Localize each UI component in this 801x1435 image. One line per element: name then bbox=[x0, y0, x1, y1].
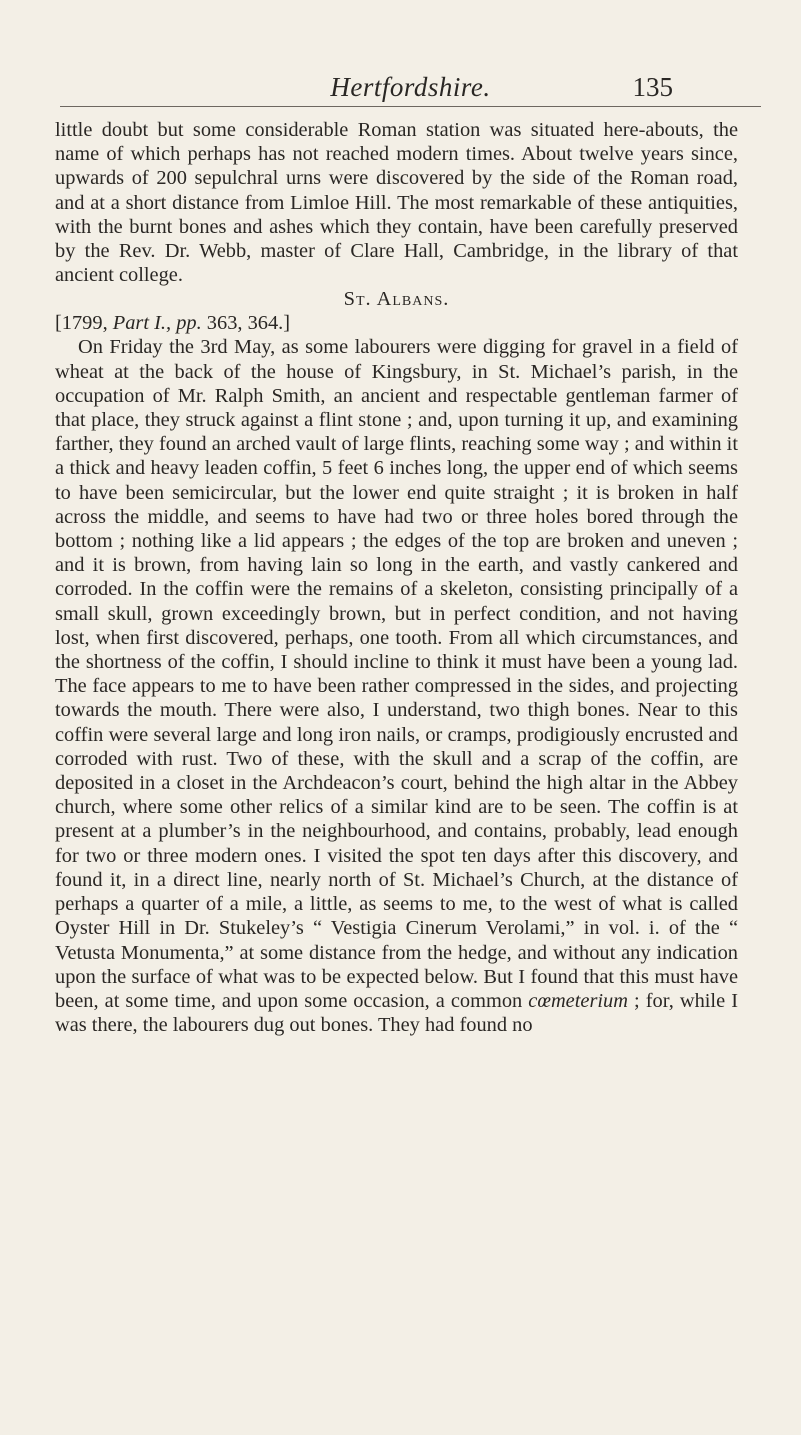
running-title: Hertfordshire. bbox=[330, 72, 491, 102]
section-heading: St. Albans. bbox=[343, 288, 450, 311]
paragraph-continued: little doubt but some considerable Roman station was situated here-abouts, the name of which perhaps has not reached modern times. About twelve years since, upwards of 200 sepulchral urns were discovered by the side of the Roman road, and at a short distance from Limloe Hill. The most remarkable of these antiquities, with the burnt bones and ashes which they contain, have been carefully preserved by the Rev. Dr. Webb, master of Clare Hall, Cambridge, in the library of that ancient college. bbox=[55, 119, 738, 287]
citation-open: [1799, bbox=[55, 312, 113, 335]
citation bbox=[55, 311, 738, 335]
paragraph-tail-text: ; for, while I was there, the labourers dug out bones. They had found no bbox=[55, 989, 738, 1037]
italic-term: cœmeterium bbox=[528, 989, 628, 1012]
body-text bbox=[55, 118, 738, 1037]
running-head bbox=[60, 70, 761, 104]
citation-ref: Part I., pp. bbox=[112, 312, 202, 335]
page-number: 135 bbox=[632, 72, 673, 102]
paragraph-main-text: On Friday the 3rd May, as some labourers were digging for gravel in a field of wheat at the back of the house of Kingsbury, in St. Michael’s parish, in the occupation of Mr. Ralph Smith, an ancient and respectable gentleman farmer of that place, they struck against a flint stone ; and, upon turning it up, and examining farther, they found an arched vault of large flints, reaching some way ; and within it a thick and heavy leaden coffin, 5 feet 6 inches long, the upper end of which seems to have been semicircular, but the lower end quite straight ; it is broken in half across the middle, and seems to have had two or three holes bored through the bottom ; nothing like a lid appears ; the edges of the top are broken and uneven ; and it is brown, from having lain so long in the earth, and vastly cankered and corroded. In the coffin were the remains of a skeleton, consisting principally of a small skull, grown exceedingly brown, but in perfect condition, and not having lost, when first discovered, perhaps, one tooth. From all which circumstances, and the shortness of the coffin, I should incline to think it must have been a young lad. The face appears to me to have been rather compressed in the sides, and projecting towards the mouth. There were also, I understand, two thigh bones. Near to this coffin were several large and long iron nails, or cramps, prodigiously encrusted and corroded with rust. Two of these, with the skull and a scrap of the coffin, are deposited in a closet in the Archdeacon’s court, behind the high altar in the Abbey church, where some other relics of a similar kind are to be seen. The coffin is at present at a plumber’s in the neighbourhood, and contains, probably, lead enough for two or three modern ones. I visited the spot ten days after this discovery, and found it, in a direct line, nearly north of St. Michael’s Church, at the distance of perhaps a quarter of a mile, a little, as seems to me, to the west of what is called Oyster Hill in Dr. Stukeley’s “ Vestigia Cinerum Verolami,” in vol. i. of the “ Vetusta Monumenta,” at some distance from the hedge, and without any indication upon the surface of what was to be expected below. But I found that this must have been, at some time, and upon some occasion, a common bbox=[55, 336, 738, 1012]
header-rule bbox=[60, 106, 761, 107]
citation-close: 363, 364.] bbox=[201, 312, 291, 335]
paragraph-st-albans bbox=[55, 335, 738, 1037]
